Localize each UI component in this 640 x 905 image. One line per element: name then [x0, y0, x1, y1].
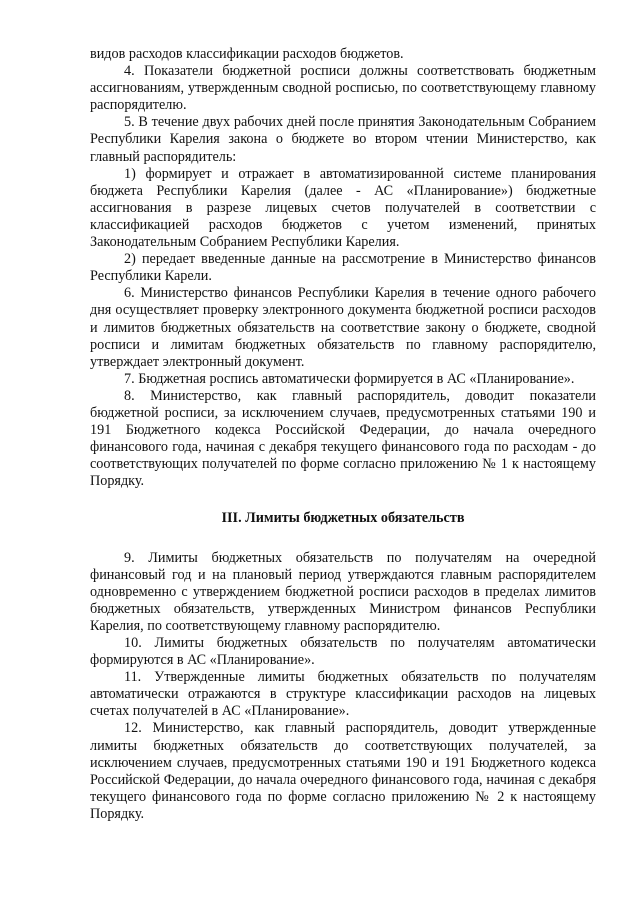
paragraph-4: 4. Показатели бюджетной росписи должны соответствовать бюджетным ассигнованиям, утвержденным сводной росписью, по соответствующему главному распорядителю.	[90, 63, 596, 114]
section-heading: III. Лимиты бюджетных обязательств	[221, 510, 465, 527]
paragraph-6: 6. Министерство финансов Республики Карелия в течение одного рабочего дня осуществляет проверку электронного документа бюджетной росписи расходов и лимитов бюджетных обязательств на соответствие закону о бюджете, сводной росписи и лимитам бюджетных обязательств по главному распорядителю, утверждает электронный документ.	[90, 285, 596, 370]
paragraph-12: 12. Министерство, как главный распорядитель, доводит утвержденные лимиты бюджетных обязательств до соответствующих получателей, за исключением случаев, предусмотренных статьями 190 и 191 Бюджетного кодекса Российской Федерации, до начала очередного финансового года, начиная с декабря текущего финансового года по форме согласно приложению № 2 к настоящему Порядку.	[90, 720, 596, 822]
paragraph-8: 8. Министерство, как главный распорядитель, доводит показатели бюджетной росписи, за исключением случаев, предусмотренных статьями 190 и 191 Бюджетного кодекса Российской Федерации, до начала очередного финансового года, начиная с декабря текущего финансового года по расходам - до соответствующих получателей по форме согласно приложению № 1 к настоящему Порядку.	[90, 387, 596, 490]
paragraph-5-item-1: 1) формирует и отражает в автоматизированной системе планирования бюджета Республики Карелия (далее - АС «Планирование») бюджетные ассигнования в разрезе лицевых счетов получателей в соответствии с классификацией расходов бюджетов с учетом изменений, принятых Законодательным Собранием Республики Карелия.	[90, 165, 596, 251]
paragraph-10: 10. Лимиты бюджетных обязательств по получателям автоматически формируются в АС «Планирование».	[90, 635, 596, 669]
paragraph-continuation: видов расходов классификации расходов бюджетов.	[90, 46, 404, 62]
paragraph-5-item-2: 2) передает введенные данные на рассмотрение в Министерство финансов Республики Карели.	[90, 251, 596, 285]
paragraph-9: 9. Лимиты бюджетных обязательств по получателям на очередной финансовый год и на плановый период утверждаются главным распорядителем одновременно с утверждением бюджетной росписи расходов в пределах лимитов бюджетных обязательств, утвержденных Министром финансов Республики Карелия, по соответствующему главному распорядителю.	[90, 549, 596, 634]
paragraph-7: 7. Бюджетная роспись автоматически формируется в АС «Планирование».	[124, 370, 575, 387]
document-page	[90, 46, 596, 823]
paragraph-5: 5. В течение двух рабочих дней после принятия Законодательным Собранием Республики Карелия закона о бюджете во втором чтении Министерство, как главный распорядитель:	[90, 114, 596, 165]
paragraph-11: 11. Утвержденные лимиты бюджетных обязательств по получателям автоматически отражаются в структуре классификации расходов на лицевых счетах получателей в АС «Планирование».	[90, 669, 596, 720]
